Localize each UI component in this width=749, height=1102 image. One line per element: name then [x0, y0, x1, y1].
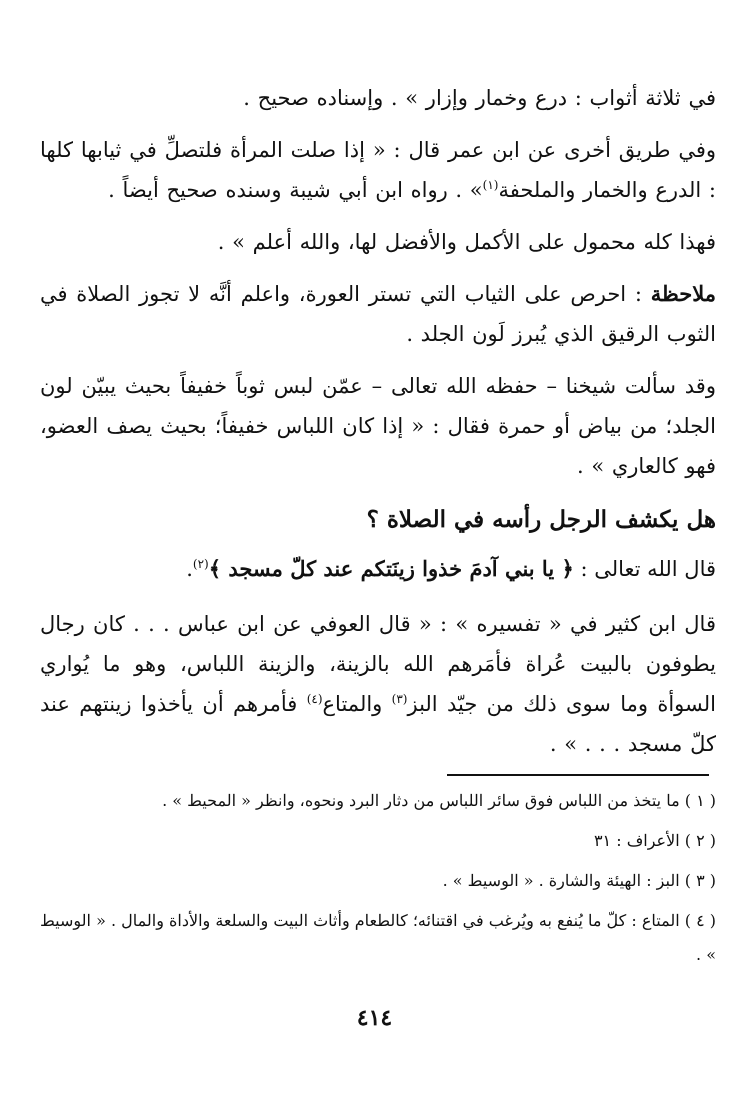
footnote-2: ( ٢ ) الأعراف : ٣١ [593, 831, 716, 850]
verse-intro: قال الله تعالى : [580, 557, 716, 581]
footnote-ref-4: (٤) [306, 692, 323, 706]
footnote-ref-1: (١) [482, 178, 499, 192]
paragraph-7-text-a: قال ابن كثير في « تفسيره » : « قال العوفي عن ابن عباس . . . كان رجال يطوفون بالبيت عُراة فأمَرهم الله بالزينة، والزينة اللباس، وهو ما يُواري السوأة وما سوى ذلك من جيّد البز [40, 612, 716, 716]
footnote-4: ( ٤ ) المتاع : كلّ ما يُنفع به ويُرغب في اقتنائه؛ كالطعام وأثاث البيت والسلعة والأداة والمال . « الوسيط » . [39, 911, 716, 964]
paragraph-2-end: » . رواه ابن أبي شيبة وسنده صحيح أيضاً . [108, 178, 483, 202]
verse-paragraph [40, 548, 716, 590]
paragraph-3 [40, 222, 716, 262]
paragraph-7-text-c: فأمرهم أن يأخذوا زينتهم عند كلّ مسجد . . . » . [40, 692, 716, 756]
paragraph-5-text: وقد سألت شيخنا – حفظه الله تعالى – عمّن لبس ثوباً خفيفاً بحيث يبيّن لون الجلد؛ من بياض أو حمرة فقال : « إذا كان اللباس خفيفاً؛ بحيث يصف العضو، فهو كالعاري » . [40, 374, 716, 478]
paragraph-1 [40, 78, 716, 118]
page-body [40, 78, 716, 776]
section-heading: هل يكشف الرجل رأسه في الصلاة ؟ [366, 506, 716, 533]
paragraph-1-text: في ثلاثة أثواب : درع وخمار وإزار » . وإسناده صحيح . [243, 86, 716, 110]
footnote-1: ( ١ ) ما يتخذ من اللباس فوق سائر اللباس من دثار البرد ونحوه، وانظر « المحيط » . [162, 791, 716, 810]
footnotes [40, 784, 716, 978]
paragraph-5 [40, 366, 716, 486]
quran-verse: ﴿ يا بني آدمَ خذوا زينَتكم عند كلّ مسجد ﴾ [208, 556, 574, 581]
footnote-ref-2: (٢) [192, 557, 209, 571]
verse-end: . [186, 557, 193, 581]
footnote-ref-3: (٣) [391, 692, 408, 706]
footnote-3: ( ٣ ) البز : الهيئة والشارة . « الوسيط » . [442, 871, 716, 890]
footnote-divider [447, 774, 709, 776]
page-number: ٤١٤ [356, 1005, 393, 1031]
note-term: ملاحظة [650, 281, 716, 306]
paragraph-7-text-b: والمتاع [322, 692, 383, 716]
paragraph-7 [40, 604, 716, 764]
paragraph-2-text: وفي طريق أخرى عن ابن عمر قال : « إذا صلت المرأة فلتصلِّ في ثيابها كلها : الدرع والخمار والملحفة [40, 138, 716, 202]
paragraph-note [40, 274, 716, 354]
paragraph-3-text: فهذا كله محمول على الأكمل والأفضل لها، والله أعلم » . [217, 230, 716, 254]
paragraph-2 [40, 130, 716, 210]
note-text: : احرص على الثياب التي تستر العورة، واعلم أنَّه لا تجوز الصلاة في الثوب الرقيق الذي يُبرز لَون الجلد . [40, 282, 716, 346]
